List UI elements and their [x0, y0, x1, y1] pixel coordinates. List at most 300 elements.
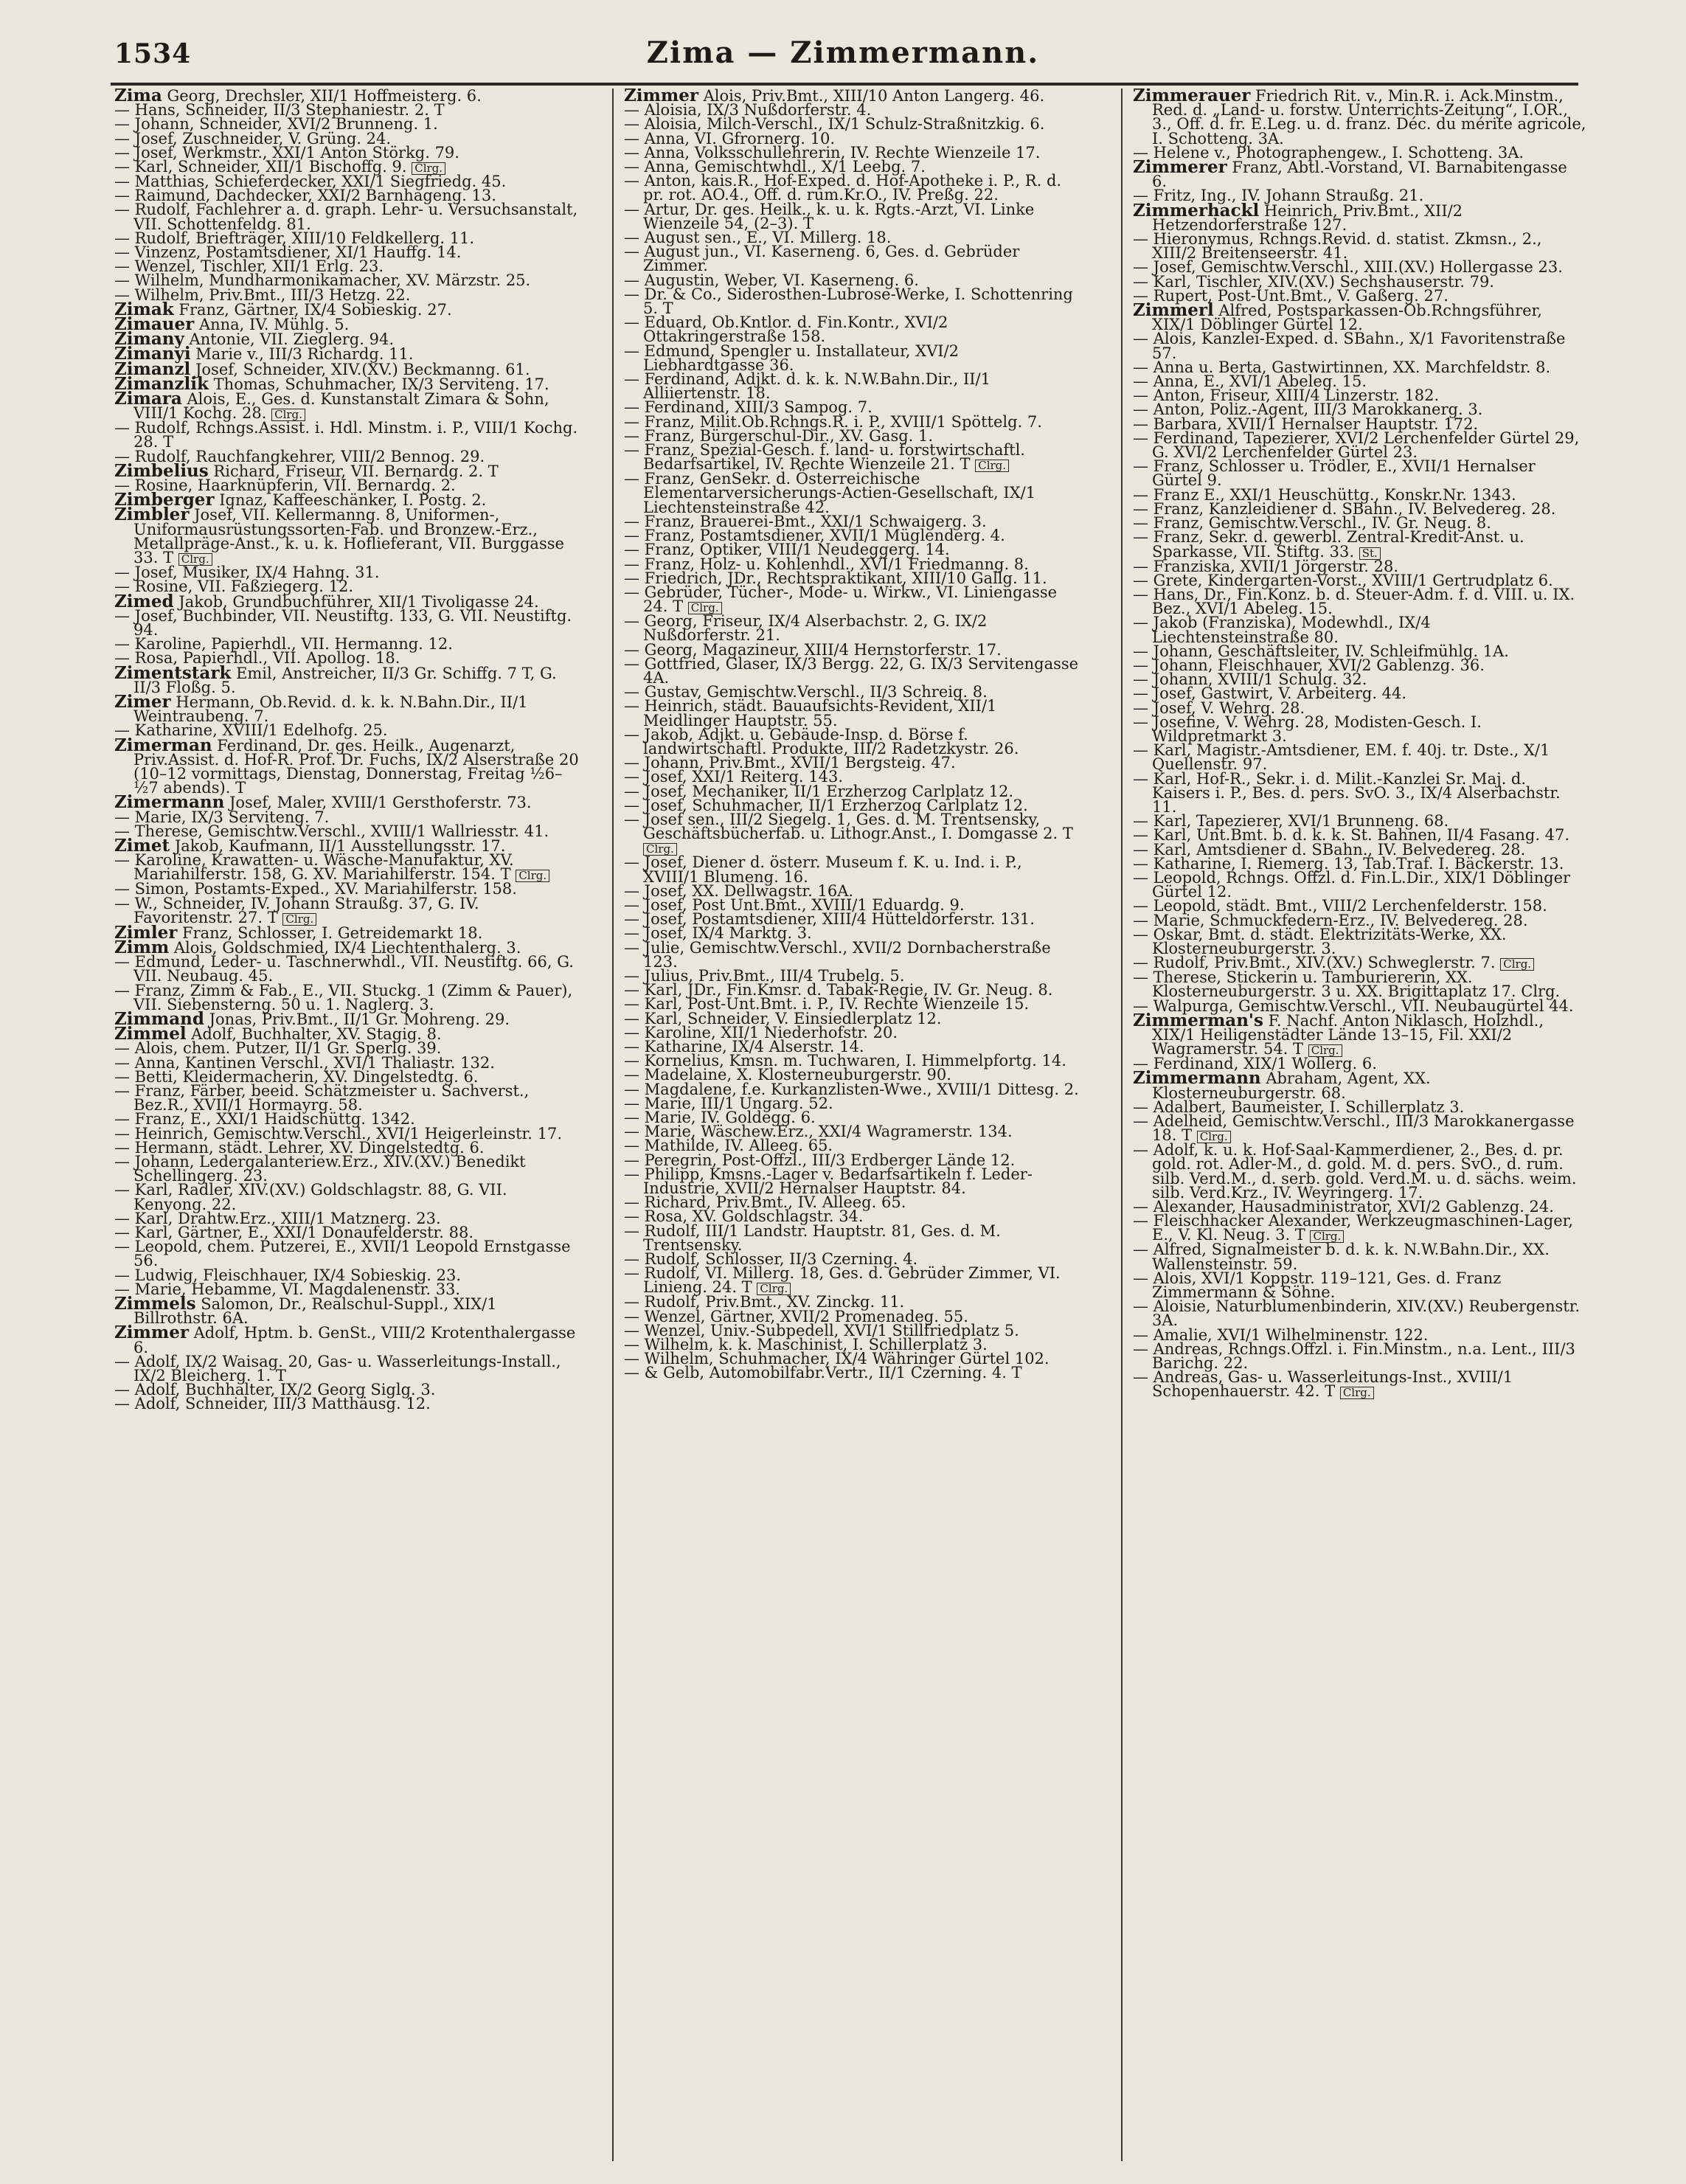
entry-text: — Marie, Wäschew.Erz., XXI/4 Wagramerstr. 134. [624, 1123, 1013, 1141]
entry-text: Richard, Friseur, VII. Bernardg. 2. T [213, 462, 499, 480]
directory-entry [624, 938, 1081, 971]
directory-entry [624, 313, 1081, 346]
entry-text: — Josef, IX/4 Marktg. 3. [624, 924, 812, 943]
entry-text: — Leopold, städt. Bmt., VIII/2 Lerchenfelderstr. 158. [1133, 897, 1547, 915]
entry-text: — Therese, Stickerin u. Tamburiererin, XX. Klosterneuburgerstr. 3 u. XX. Brigittaplatz 17. Clrg. [1133, 968, 1561, 1001]
entry-text: — Heinrich, städt. Bauaufsichts-Revident, XII/1 Meidlinger Hauptstr. 55. [624, 697, 997, 729]
entry-text: — Aloisia, IX/3 Nußdorferstr. 4. [624, 101, 872, 119]
entry-text: — Anna, Kantinen Verschl., XVI/1 Thaliastr. 132. [114, 1053, 495, 1072]
directory-entry [114, 606, 583, 639]
entry-text: — Franz, Brauerei-Bmt., XXI/1 Schwaigerg. 3. [624, 512, 987, 530]
directory-entry [1133, 457, 1586, 490]
entry-surname: Zimmermann [1133, 1068, 1261, 1089]
directory-entry [624, 853, 1081, 886]
directory-entry [624, 174, 1081, 202]
entry-text: — Georg, Magazineur, XIII/4 Hernstorferstr. 17. [624, 640, 1002, 659]
entry-surname: Zimauer [114, 314, 195, 335]
clearing-badge: Clrg. [516, 870, 549, 882]
entry-text: — Franz, Färber, beeid. Schätzmeister u. Sachverst., Bez.R., XVII/1 Hormayrg. 58. [114, 1082, 530, 1114]
entry-text: — Karl, Amtsdiener d. SBahn., IV. Belvedereg. 28. [1133, 840, 1526, 859]
entry-surname: Zima [114, 89, 162, 105]
clearing-badge: Clrg. [282, 913, 316, 926]
entry-text: — Fritz, Ing., IV. Johann Straußg. 21. [1133, 187, 1424, 205]
entry-text: — Franz, Spezial-Gesch. f. land- u. forstwirtschaftl. Bedarfsartikel, IV. Rechte Wienzeile 21. T [624, 441, 1025, 474]
entry-text: — Alexander, Hausadministrator, XVI/2 Gablenzg. 24. [1133, 1198, 1554, 1216]
entry-text: — Franz, Kanzleidiener d. SBahn., IV. Belvedereg. 28. [1133, 499, 1556, 518]
entry-text: — Johann, XVIII/1 Schulg. 32. [1133, 670, 1367, 689]
entry-text: — Marie, IX/3 Serviteng. 7. [114, 808, 330, 826]
clearing-badge: Clrg. [1308, 1044, 1342, 1057]
directory-entry [624, 612, 1081, 645]
clearing-badge: Clrg. [1500, 958, 1534, 971]
entry-text: — Karl, Unt.Bmt. b. d. k. k. St. Bahnen, II/4 Fasang. 47. [1133, 826, 1570, 845]
clearing-badge: Clrg. [688, 602, 722, 614]
entry-text: — Adolf, Schneider, III/3 Matthäusg. 12. [114, 1395, 431, 1413]
entry-surname: Zimler [114, 922, 178, 943]
entry-text: Alois, Goldschmied, IX/4 Liechtenthalerg. 3. [173, 938, 521, 957]
entry-text: — Philipp, Kmsns.-Lager v. Bedarfsartikeln f. Leder-Industrie, XVII/2 Hernalser Hauptstr. 84. [624, 1165, 1033, 1198]
entry-text: — Heinrich, Gemischtw.Verschl., XVI/1 Heigerleinstr. 17. [114, 1124, 563, 1143]
directory-entry [624, 1221, 1081, 1254]
entry-text: — Katharine, IX/4 Alserstr. 14. [624, 1038, 864, 1055]
entry-text: — Madelaine, X. Klosterneuburgerstr. 90. [624, 1066, 951, 1084]
entry-text: — Georg, Friseur, IX/4 Alserbachstr. 2, G. IX/2 Nußdorferstr. 21. [624, 612, 988, 645]
entry-text: — Johann, Fleischhauer, XVI/2 Gablenzg. 36. [1133, 656, 1485, 674]
entry-text: — Edmund, Leder- u. Taschnerwhdl., VII. Neustiftg. 66, G. VII. Neubaug. 45. [114, 953, 574, 985]
entry-text: — Wenzel, Gärtner, XVII/2 Promenadeg. 55. [624, 1307, 968, 1325]
entry-text: — Ferdinand, Tapezierer, XVI/2 Lerchenfelder Gürtel 29, G. XVI/2 Lerchenfelder Gürtel 23. [1133, 429, 1580, 462]
entry-text: — Wilhelm, Mundharmonikamacher, XV. Märzstr. 25. [114, 271, 531, 290]
entry-surname: Zimerman [114, 735, 212, 755]
directory-entry [624, 725, 1081, 758]
directory-entry [114, 1155, 583, 1183]
entry-text: — Aloisia, Milch-Verschl., IX/1 Schulz-Straßnitzkig. 6. [624, 115, 1045, 134]
directory-entry [1133, 157, 1586, 191]
entry-text: — Josef, Gastwirt, V. Arbeiterg. 44. [1133, 684, 1407, 703]
entry-text: — Karl, Hof-R., Sekr. i. d. Milit.-Kanzlei Sr. Maj. d. Kaisers i. P., Bes. d. pers. SvO. 3., IX/4 Alserbachstr. 11. [1133, 769, 1561, 816]
entry-text: — Adelheid, Gemischtw.Verschl., III/3 Marokkanergasse 18. T [1133, 1112, 1575, 1145]
directory-entry [114, 1322, 583, 1356]
entry-text: — Rudolf, III/1 Landstr. Hauptstr. 81, Ges. d. M. Trentsensky. [624, 1221, 1001, 1254]
entry-text: Alois, E., Ges. d. Kunstanstalt Zimara & Sohn, VIII/1 Kochg. 28. [133, 390, 549, 423]
entry-text: — Rudolf, Priv.Bmt., XIV.(XV.) Schweglerstr. 7. [1133, 954, 1496, 972]
entry-text: — Karoline, XII/1 Niederhofstr. 20. [624, 1023, 898, 1041]
directory-entry [114, 203, 583, 231]
entry-text: — Magdalene, f.e. Kurkanzlisten-Wwe., XVIII/1 Dittesg. 2. [624, 1080, 1079, 1098]
entry-text: — Adolf, IX/2 Waisag. 20, Gas- u. Wasserleitungs-Install., IX/2 Bleicherg. 1. T [114, 1352, 561, 1385]
entry-text: — Anna, VI. Gfrornerg. 10. [624, 129, 836, 148]
entry-text: — Josef, XX. Dellwagstr. 16A. [624, 881, 854, 900]
directory-entry [114, 1352, 583, 1385]
directory-entry [624, 583, 1081, 616]
entry-text: — Helene v., Photographengew., I. Schotteng. 3A. [1133, 143, 1524, 162]
entry-text: — Karl, Schneider, XII/1 Bischoffg. 9. [114, 158, 407, 176]
directory-entry [1133, 925, 1586, 957]
directory-entry [1133, 868, 1586, 901]
clearing-badge: Clrg. [412, 162, 445, 175]
directory-entry [1133, 431, 1586, 460]
entry-surname: Zimak [114, 299, 174, 319]
entry-text: — Hermann, städt. Lehrer, XV. Dingelstedtg. 6. [114, 1138, 485, 1157]
directory-entry [624, 472, 1081, 515]
entry-text: Adolf, Buchhalter, XV. Stagig. 8. [191, 1025, 442, 1044]
entry-text: — Rudolf, Rauchfangkehrer, VIII/2 Bennog. 29. [114, 447, 485, 465]
entry-text: — Aloisie, Naturblumenbinderin, XIV.(XV.) Reubergenstr. 3A. [1133, 1297, 1581, 1330]
entry-text: — Rudolf, VI. Millerg. 18, Ges. d. Gebrüder Zimmer, VI. Linieng. 24. T [624, 1264, 1061, 1297]
entry-surname: Zimbelius [114, 460, 209, 481]
entry-text: — Franz E., XXI/1 Heuschüttg., Konskr.Nr. 1343. [1133, 485, 1516, 504]
directory-entry [114, 922, 583, 943]
header-rule [111, 83, 1578, 86]
entry-text: — Josef, Schuhmacher, II/1 Erzherzog Carlplatz 12. [624, 796, 1028, 814]
directory-entry [1133, 1143, 1586, 1200]
entry-text: — Edmund, Spengler u. Installateur, XVI/2 Liebhardtgasse 36. [624, 342, 959, 374]
entry-surname: Zimer [114, 691, 171, 712]
entry-text: — Josefine, V. Wehrg. 28, Modisten-Gesch. I. Wildpretmarkt 3. [1133, 713, 1482, 745]
directory-entry [114, 1294, 583, 1328]
entry-text: — Karl, Drahtw.Erz., XIII/1 Matznerg. 23. [114, 1209, 441, 1227]
entry-text: — Andreas, Rchngs.Offzl. i. Fin.Minstm., n.a. Lent., III/3 Barichg. 22. [1133, 1339, 1575, 1373]
entry-text: — Anton, Poliz.-Agent, III/3 Marokkanerg. 3. [1133, 401, 1483, 419]
clearing-badge: Clrg. [757, 1283, 791, 1295]
entry-text: Franz, Abtl.-Vorstand, VI. Barnabitengasse 6. [1152, 159, 1567, 191]
directory-entry [624, 443, 1081, 472]
clearing-badge: Clrg. [1340, 1387, 1374, 1399]
directory-entry [1133, 332, 1586, 360]
entry-text: — Augustin, Weber, VI. Kaserneng. 6. [624, 271, 919, 289]
entry-text: — Rupert, Post-Unt.Bmt., V. Gaßerg. 27. [1133, 286, 1449, 305]
entry-text: — Rudolf, Briefträger, XIII/10 Feldkellerg. 11. [114, 229, 475, 247]
directory-entry [114, 691, 583, 726]
entry-surname: Zimany [114, 329, 184, 350]
entry-text: — Hieronymus, Rchngs.Revid. d. statist. Zkmsn., 2., XIII/2 Breitenseerstr. 41. [1133, 230, 1542, 263]
entry-text: Georg, Drechsler, XII/1 Hoffmeisterg. 6. [167, 89, 482, 105]
entry-text: — Kornelius, Kmsn. m. Tuchwaren, I. Himmelpfortg. 14. [624, 1052, 1066, 1070]
directory-entry [114, 853, 583, 882]
entry-text: — Josef, Gemischtw.Verschl., XIII.(XV.) Hollergasse 23. [1133, 258, 1563, 277]
entry-text: — Hans, Schneider, II/3 Stephaniestr. 2. T [114, 101, 445, 119]
clearing-badge: Clrg. [178, 553, 212, 566]
entry-surname: Zimmer [114, 1322, 189, 1343]
entry-surname: Zimmerl [1133, 300, 1214, 321]
entry-surname: Zimmerauer [1133, 89, 1251, 105]
entry-surname: Zimermann [114, 792, 225, 813]
entry-text: — Matthias, Schieferdecker, XXI/1 Siegfriedg. 45. [114, 173, 507, 191]
entry-surname: Zimmels [114, 1294, 196, 1314]
entry-text: — Wilhelm, k. k. Maschinist, I. Schillerplatz 3. [624, 1336, 988, 1354]
entry-text: Heinrich, Priv.Bmt., XII/2 Hetzendorferstraße 127. [1152, 201, 1463, 234]
directory-entry [114, 1183, 583, 1211]
entry-text: — Karl, Post-Unt.Bmt. i. P., IV. Rechte Wienzeile 15. [624, 995, 1030, 1013]
entry-text: — Alois, XVI/1 Koppstr. 119–121, Ges. d. Franz Zimmermann & Söhne. [1133, 1269, 1502, 1302]
entry-text: — Betti, Kleidermacherin, XV. Dingelstedtg. 6. [114, 1067, 479, 1086]
entry-text: — Franz, Sekr. d. gewerbl. Zentral-Kredit-Anst. u. Sparkasse, VII. Stiftg. 33. [1133, 528, 1524, 561]
entry-text: — Hans, Dr., Fin.Konz. b. d. Steuer-Adm. f. d. VIII. u. IX. Bez., XVI/1 Abeleg. 15. [1133, 585, 1575, 618]
directory-entry [114, 662, 583, 696]
entry-text: Abraham, Agent, XX. Klosterneuburgerstr. 68. [1152, 1070, 1431, 1102]
directory-entry [624, 372, 1081, 401]
entry-text: — Artur, Dr. ges. Heilk., k. u. k. Rgts.-Arzt, VI. Linke Wienzeile 54, (2–3). T [624, 200, 1035, 232]
entry-text: — Josef, Diener d. österr. Museum f. K. u. Ind. i. P., XVIII/1 Blumeng. 16. [624, 853, 1022, 886]
entry-text: — Franz, Schlosser u. Trödler, E., XVII/1 Hernalser Gürtel 9. [1133, 457, 1536, 490]
entry-text: — Rudolf, Schlosser, II/3 Czerning. 4. [624, 1250, 918, 1269]
column-3 [1121, 89, 1586, 2161]
entry-text: — Wilhelm, Priv.Bmt., III/3 Hetzg. 22. [114, 285, 411, 304]
entry-text: — August jun., VI. Kaserneng. 6, Ges. d. Gebrüder Zimmer. [624, 243, 1020, 275]
entry-surname: Zimanzlik [114, 373, 209, 394]
directory-entry [624, 1266, 1081, 1295]
entry-surname: Zimmand [114, 1008, 204, 1029]
directory-entry [624, 810, 1081, 856]
entry-text: — Josef, Buchbinder, VII. Neustiftg. 133, G. VII. Neustiftg. 94. [114, 606, 572, 639]
entry-surname: Zimara [114, 389, 182, 409]
entry-text: — Franz, Holz- u. Kohlenhdl., XVI/1 Friedmanng. 8. [624, 555, 1029, 573]
entry-text: — Karl, Tapezierer, XVI/1 Brunneng. 68. [1133, 812, 1449, 831]
entry-text: — Oskar, Bmt. d. städt. Elektrizitäts-Werke, XX. Klosterneuburgerstr. 3. [1133, 925, 1507, 957]
entry-text: — Rosine, Haarknüpferin, VII. Bernardg. 2. [114, 476, 456, 495]
entry-text: — Adolf, Buchhalter, IX/2 Georg Siglg. 3. [114, 1381, 436, 1399]
entry-text: — Ferdinand, Adjkt. d. k. k. N.W.Bahn.Dir., II/1 Alliiertenstr. 18. [624, 370, 991, 403]
entry-text: — Wenzel, Tischler, XII/1 Erlg. 23. [114, 257, 384, 276]
entry-text: — Ferdinand, XIX/1 Wollerg. 6. [1133, 1055, 1377, 1073]
entry-text: — Karoline, Papierhdl., VII. Hermanng. 12. [114, 635, 453, 654]
clearing-badge: St. [1359, 547, 1381, 560]
page-number: 1534 [114, 38, 192, 69]
entry-text: — Marie, IV. Goldegg. 6. [624, 1109, 816, 1127]
entry-text: — Rosa, XV. Goldschlagstr. 34. [624, 1207, 864, 1226]
directory-entry [1133, 1214, 1586, 1243]
entry-text: — Franz, Postamtsdiener, XVII/1 Müglenderg. 4. [624, 527, 1005, 545]
entry-text: — Franz, Optiker, VIII/1 Neudeggerg. 14. [624, 541, 950, 559]
entry-text: — & Gelb, Automobilfabr.Vertr., II/1 Czerning. 4. T [624, 1364, 1022, 1382]
directory-entry [114, 955, 583, 983]
entry-text: — Peregrin, Post-Offzl., III/3 Erdberger Lände 12. [624, 1151, 1016, 1169]
entry-surname: Zimmer [624, 89, 698, 105]
entry-text: — Rudolf, Priv.Bmt., XV. Zinckg. 11. [624, 1293, 905, 1311]
entry-text: — Josef, Post Unt.Bmt., XVIII/1 Eduardg. 9. [624, 895, 965, 914]
entry-text: — Josef, V. Wehrg. 28. [1133, 698, 1305, 717]
entry-text: — Anna, Gemischtwhdl., X/1 Leebg. 7. [624, 158, 926, 176]
directory-entry [624, 654, 1081, 687]
page-header-title: Zima — Zimmermann. [646, 35, 1040, 70]
entry-text: — Rosine, VII. Faßziegerg. 12. [114, 578, 354, 596]
entry-text: — Marie, Schmuckfedern-Erz., IV. Belvedereg. 28. [1133, 911, 1528, 929]
entry-text: — W., Schneider, IV. Johann Straußg. 37, G. IV. Favoritenstr. 27. T [114, 894, 479, 926]
column-1 [114, 89, 583, 2161]
entry-text: — Walpurga, Gemischtw.Verschl., VII. Neubaugürtel 44. [1133, 996, 1574, 1015]
entry-text: — Rosa, Papierhdl., VII. Apollog. 18. [114, 649, 400, 668]
entry-text: — Franz, GenSekr. d. Österreichische Elementarversicherungs-Actien-Gesellschaft, IX/1 Liechtensteinstraße 42. [624, 470, 1036, 516]
entry-surname: Zimed [114, 591, 174, 611]
entry-text: — Ludwig, Fleischhauer, IX/4 Sobieskig. 23. [114, 1266, 462, 1284]
entry-text: — Richard, Priv.Bmt., IV. Alleeg. 65. [624, 1193, 906, 1212]
entry-text: — Wenzel, Univ.-Subpedell, XVI/1 Stillfriedplatz 5. [624, 1321, 1019, 1339]
entry-surname: Zimmerman's [1133, 1010, 1263, 1030]
directory-entry [1133, 1339, 1586, 1373]
entry-text: — Eduard, Ob.Kntlor. d. Fin.Kontr., XVI/2 Ottakringerstraße 158. [624, 313, 948, 346]
entry-text: — Marie, Hebamme, VI. Magdalenenstr. 33. [114, 1280, 461, 1298]
directory-entry [1133, 585, 1586, 618]
clearing-badge: Clrg. [1310, 1230, 1344, 1243]
directory-entry [624, 200, 1081, 232]
clearing-badge: Clrg. [271, 409, 305, 421]
entry-text: — Marie, III/1 Ungarg. 52. [624, 1094, 833, 1112]
entry-text: — Mathilde, IV. Alleeg. 65. [624, 1137, 833, 1155]
entry-text: — Adalbert, Baumeister, I. Schillerplatz 3. [1133, 1098, 1465, 1116]
directory-entry [114, 1240, 583, 1268]
entry-surname: Zimmerhackl [1133, 200, 1260, 221]
entry-text: — Anna, E., XVI/1 Abeleg. 15. [1133, 372, 1367, 391]
directory-entry [1133, 230, 1586, 263]
entry-text: — August sen., E., VI. Millerg. 18. [624, 229, 892, 247]
entry-text: — Josef, Werkmstr., XXI/1 Anton Störkg. 79. [114, 143, 459, 162]
entry-text: Antonie, VII. Zieglerg. 94. [189, 330, 394, 349]
directory-entry [1133, 1370, 1586, 1399]
entry-text: — Gebrüder, Tücher-, Mode- u. Wirkw., VI. Liniengasse 24. T [624, 583, 1058, 616]
entry-text: — Raimund, Dachdecker, XXI/2 Barnhageng. 13. [114, 187, 496, 205]
entry-text: — Johann, Priv.Bmt., XVII/1 Bergsteig. 47. [624, 754, 956, 772]
entry-text: Jakob, Grundbuchführer, XII/1 Tivoligasse 24. [178, 592, 539, 611]
entry-text: Hermann, Ob.Revid. d. k. k. N.Bahn.Dir., II/1 Weintraubeng. 7. [133, 693, 528, 726]
entry-text: — Rudolf, Rchngs.Assist. i. Hdl. Minstm. i. P., VIII/1 Kochg. 28. T [114, 419, 578, 451]
directory-entry [1133, 769, 1586, 816]
entry-text: Alois, Priv.Bmt., XIII/10 Anton Langerg. 46. [703, 89, 1045, 105]
entry-text: — Johann, Schneider, XVI/2 Brunneng. 1. [114, 115, 438, 134]
entry-text: Alfred, Postsparkassen-Ob.Rchngsführer, XIX/1 Döblinger Gürtel 12. [1152, 302, 1542, 334]
entry-text: — Franz, E., XXI/1 Haidschüttg. 1342. [114, 1110, 415, 1129]
entry-text: — Vinzenz, Postamtsdiener, XI/1 Hauffg. 14. [114, 243, 462, 262]
entry-text: — Alois, Kanzlei-Exped. d. SBahn., X/1 Favoritenstraße 57. [1133, 330, 1566, 362]
entry-surname: Zimmel [114, 1024, 187, 1044]
entry-surname: Zimm [114, 937, 170, 957]
entry-text: — Gottfried, Glaser, IX/3 Bergg. 22, G. IX/3 Servitengasse 4A. [624, 654, 1079, 687]
entry-text: — Katharine, I. Riemerg. 13, Tab.Traf. I. Bäckerstr. 13. [1133, 854, 1564, 873]
entry-text: — Josef, Zuschneider, V. Grüng. 24. [114, 129, 392, 148]
entry-text: — Julie, Gemischtw.Verschl., XVII/2 Dornbacherstraße 123. [624, 938, 1051, 971]
entry-text: Marie v., III/3 Richardg. 11. [195, 345, 414, 364]
directory-entry [1133, 1269, 1586, 1302]
directory-entry [1133, 530, 1586, 559]
clearing-badge: Clrg. [643, 843, 677, 856]
entry-text: Ignaz, Kaffeeschänker, I. Postg. 2. [219, 491, 487, 510]
entry-text: Franz, Schlosser, I. Getreidemarkt 18. [182, 923, 483, 942]
entry-text: — Franz, Gemischtw.Verschl., IV. Gr. Neug. 8. [1133, 514, 1491, 533]
directory-entry [1133, 1068, 1586, 1102]
entry-text: — Karl, Radler, XIV.(XV.) Goldschlagstr. 88, G. VII. Kenyong. 22. [114, 1181, 507, 1213]
entry-surname: Zimmerer [1133, 157, 1227, 178]
directory-entry [1133, 1243, 1586, 1271]
entry-text: — Franziska, XVII/1 Jörgerstr. 28. [1133, 557, 1399, 575]
directory-entry [624, 344, 1081, 372]
entry-text: — Friedrich, JDr., Rechtspraktikant, XIII/10 Gallg. 11. [624, 569, 1047, 587]
entry-text: — Ferdinand, XIII/3 Sampog. 7. [624, 398, 873, 417]
clearing-badge: Clrg. [1197, 1131, 1231, 1143]
entry-text: — Josef sen., III/2 Siegelg. 1, Ges. d. M. Trentsensky, Geschäftsbücherfab. u. Lithogr.Anst., I. Domgasse 2. T [624, 810, 1073, 843]
entry-text: — Anton, kais.R., Hof-Exped. d. Hof-Apotheke i. P., R. d. pr. rot. AO.4., Off. d. rum.Kr.O., IV. Preßg. 22. [624, 172, 1062, 204]
entry-text: — Jakob (Franziska), Modewhdl., IX/4 Liechtensteinstraße 80. [1133, 614, 1431, 646]
entry-text: — Karoline, Krawatten- u. Wäsche-Manufaktur, XV. Mariahilferstr. 158, G. XV. Mariahilferstr. 154. T [114, 851, 514, 884]
entry-text: — Franz, Bürgerschul-Dir., XV. Gasg. 1. [624, 426, 934, 445]
entry-text: Friedrich Rit. v., Min.R. i. Ack.Minstm., Red. d. „Land- u. forstw. Unterrichts-Zeitung“, I.OR., 3., Off. d. fr. E.Leg. u. d. franz. Déc. du mérite agricole, I. Schotteng. 3A. [1152, 89, 1586, 148]
entry-text: — Alois, chem. Putzer, II/1 Gr. Sperlg. 39. [114, 1039, 442, 1058]
entry-text: — Karl, Magistr.-Amtsdiener, EM. f. 40j. tr. Dste., X/1 Quellenstr. 97. [1133, 741, 1550, 774]
directory-entry [1133, 1010, 1586, 1058]
entry-text: — Dr. & Co., Siderosthen-Lubrose-Werke, I. Schottenring 5. T [624, 285, 1073, 318]
entry-text: Josef, Schneider, XIV.(XV.) Beckmanng. 61. [195, 360, 530, 378]
entry-text: — Wilhelm, Schuhmacher, IX/4 Währinger Gürtel 102. [624, 1350, 1050, 1368]
entry-text: Franz, Gärtner, IX/4 Sobieskig. 27. [178, 300, 452, 319]
directory-entry [1133, 1297, 1586, 1330]
entry-text: — Josef, Mechaniker, II/1 Erzherzog Carlplatz 12. [624, 782, 1014, 800]
entry-text: Emil, Anstreicher, II/3 Gr. Schiffg. 7 T, G. II/3 Floßg. 5. [133, 664, 557, 696]
directory-entry [114, 981, 583, 1013]
directory-entry [1133, 715, 1586, 743]
entry-text: Jakob, Kaufmann, II/1 Ausstellungsstr. 17. [174, 836, 506, 855]
directory-entry [114, 421, 583, 449]
entry-text: — Karl, JDr., Fin.Kmsr. d. Tabak-Regie, IV. Gr. Neug. 8. [624, 981, 1053, 999]
entry-text: — Anton, Friseur, XIII/4 Linzerstr. 182. [1133, 386, 1440, 405]
entry-text: — Karl, Schneider, V. Einsiedlerplatz 12. [624, 1009, 942, 1027]
entry-surname: Zimbler [114, 505, 190, 525]
directory-entry [1133, 1114, 1586, 1143]
entry-text: — Fleischhacker Alexander, Werkzeugmaschinen-Lager, E., V. Kl. Neug. 3. T [1133, 1212, 1574, 1244]
entry-text: — Grete, Kindergarten-Vorst., XVIII/1 Gertrudplatz 6. [1133, 571, 1553, 589]
entry-text: Ferdinand, Dr. ges. Heilk., Augenarzt, Priv.Assist. d. Hof-R. Prof. Dr. Fuchs, IX/2 Alserstraße 20 (10–12 vormittags, Dienstag, Donnerstag, Freitag ½6–½7 abends). T [133, 736, 579, 797]
directory-entry [1133, 200, 1586, 234]
entry-text: — Leopold, Rchngs. Offzl. d. Fin.L.Dir., XIX/1 Döblinger Gürtel 12. [1133, 868, 1571, 901]
entry-text: — Karl, Tischler, XIV.(XV.) Sechshauserstr. 79. [1133, 272, 1494, 291]
entry-text: — Jakob, Adjkt. u. Gebäude-Insp. d. Börse f. landwirtschaftl. Produkte, III/2 Radetzkystr. 26. [624, 725, 1019, 758]
entry-text: — Franz, Milit.Ob.Rchngs.R. i. P., XVIII/1 Spöttelg. 7. [624, 412, 1042, 431]
entry-text: — Rudolf, Fachlehrer a. d. graph. Lehr- u. Versuchsanstalt, VII. Schottenfeldg. 81. [114, 201, 578, 233]
entry-text: — Johann, Geschäftsleiter, IV. Schleifmühlg. 1A. [1133, 642, 1509, 660]
entry-text: — Andreas, Gas- u. Wasserleitungs-Inst., XVIII/1 Schopenhauerstr. 42. T [1133, 1368, 1513, 1401]
directory-entry [1133, 300, 1586, 334]
directory-entry [624, 699, 1081, 727]
entry-text: — Anna u. Berta, Gastwirtinnen, XX. Marchfeldstr. 8. [1133, 358, 1551, 376]
entry-text: — Josef, Postamtsdiener, XIII/4 Hütteldorferstr. 131. [624, 910, 1035, 929]
directory-entry [624, 245, 1081, 273]
entry-surname: Zimanzl [114, 358, 191, 379]
entry-text: — Gustav, Gemischtw.Verschl., II/3 Schreig. 8. [624, 683, 988, 701]
directory-entry [114, 735, 583, 797]
entry-text: — Katharine, XVIII/1 Edelhofg. 25. [114, 721, 388, 740]
directory-entry [114, 894, 583, 926]
entry-surname: Zimberger [114, 490, 215, 510]
entry-text: Josef, Maler, XVIII/1 Gersthoferstr. 73. [229, 794, 532, 812]
directory-entry [1133, 616, 1586, 644]
entry-text: Thomas, Schuhmacher, IX/3 Serviteng. 17. [213, 375, 549, 393]
entry-text: — Franz, Zimm & Fab., E., VII. Stuckg. 1 (Zimm & Pauer), VII. Siebensterng. 50 u. 1. Naglerg. 3. [114, 981, 573, 1013]
directory-entry [114, 1397, 583, 1411]
entry-text: — Josef, XXI/1 Reiterg. 143. [624, 768, 844, 786]
entry-text: — Therese, Gemischtw.Verschl., XVIII/1 Wallriesstr. 41. [114, 822, 549, 840]
directory-entry [624, 285, 1081, 318]
entry-text: — Alfred, Signalmeister b. d. k. k. N.W.Bahn.Dir., XX. Wallensteinstr. 59. [1133, 1241, 1550, 1273]
entry-text: — Barbara, XVII/1 Hernalser Hauptstr. 172. [1133, 415, 1479, 433]
entry-text: — Simon, Postamts-Exped., XV. Mariahilferstr. 158. [114, 880, 517, 898]
directory-entry [624, 1165, 1081, 1198]
clearing-badge: Clrg. [975, 460, 1009, 472]
entry-text: Salomon, Dr., Realschul-Suppl., XIX/1 Billrothstr. 6A. [133, 1295, 497, 1328]
entry-text: — Karl, Gärtner, E., XXI/1 Donaufelderstr. 88. [114, 1224, 474, 1242]
entry-text: — Amalie, XVI/1 Wilhelminenstr. 122. [1133, 1325, 1429, 1344]
entry-text: F. Nachf. Anton Niklasch, Holzhdl., XIX/1 Heiligenstädter Lände 13–15, Fil. XXI/2 Wagramerstr. 54. T [1152, 1011, 1544, 1058]
entry-text: — Anna, Volksschullehrerin, IV. Rechte Wienzeile 17. [624, 143, 1041, 162]
entry-surname: Zimentstark [114, 662, 232, 683]
entry-text: Jonas, Priv.Bmt., II/1 Gr. Mohreng. 29. [209, 1010, 510, 1028]
entry-text: Anna, IV. Mühlg. 5. [198, 316, 350, 334]
